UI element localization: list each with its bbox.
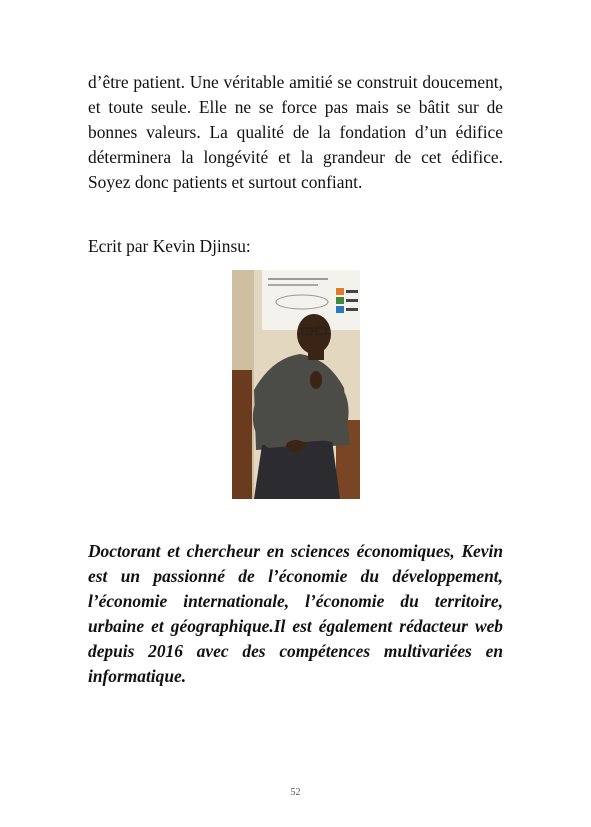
portrait-illustration <box>232 270 360 499</box>
author-bio: Doctorant et chercheur en sciences économiques, Kevin est un passionné de l’économie du développement, l’économie internationale, l’économie du territoire, urbaine et géographique.Il est également rédacteur web depuis 2016 avec des compétences multivariées en informatique. <box>88 541 503 686</box>
body-paragraph: d’être patient. Une véritable amitié se construit doucement, et toute seule. Elle ne se force pas mais se bâtit sur de bonnes valeurs. La qualité de la fondation d’un édifice déterminera la longévité et la grandeur de cet édifice. Soyez donc patients et surtout confiant. <box>88 72 503 192</box>
author-line: Ecrit par Kevin Djinsu: <box>88 236 251 256</box>
author-photo <box>232 270 360 499</box>
page-number: 52 <box>290 787 301 798</box>
